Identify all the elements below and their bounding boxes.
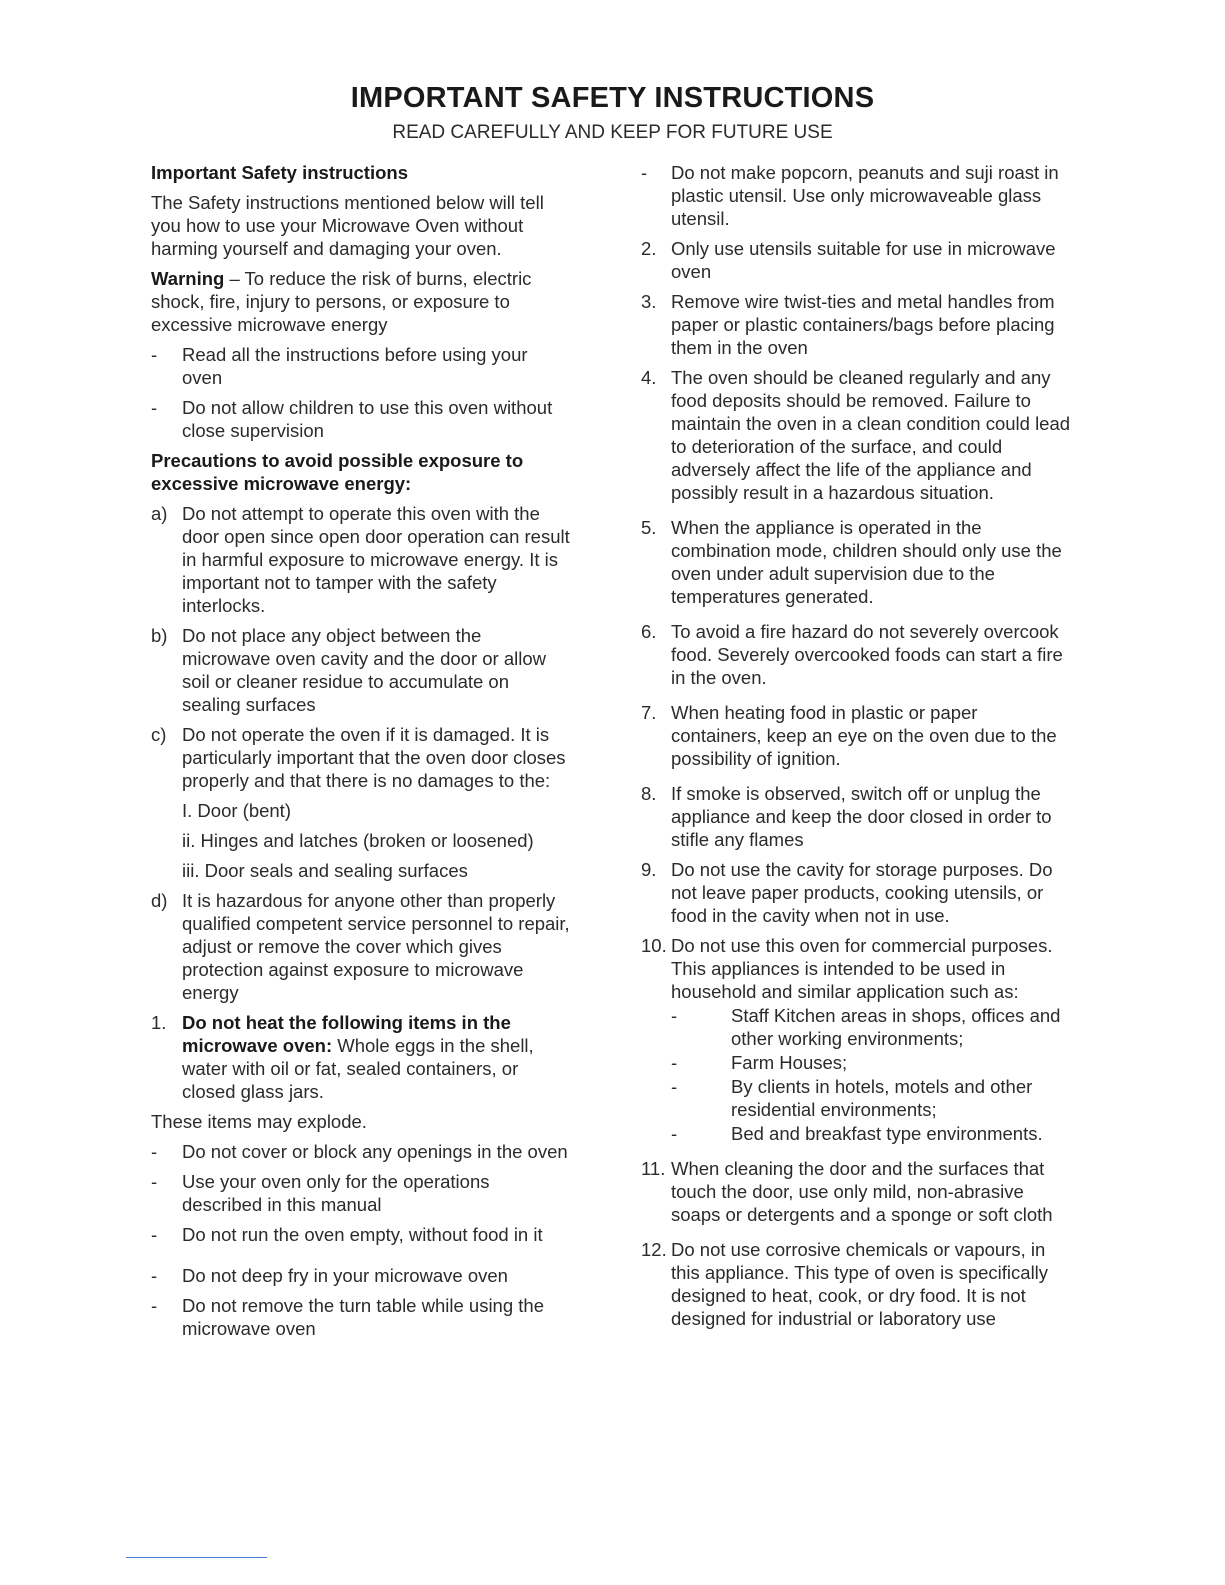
list-item: - Do not make popcorn, peanuts and suji roast in plastic utensil. Use only microwaveable glass utensil. xyxy=(641,162,1059,229)
list-marker: 3. xyxy=(641,291,657,312)
list-item: - Do not deep fry in your microwave oven xyxy=(151,1265,508,1286)
section-heading: Important Safety instructions xyxy=(151,162,408,183)
list-item: 8. If smoke is observed, switch off or unplug the appliance and keep the door closed in order to stifle any flames xyxy=(641,783,1052,850)
sub-list-item: ii. Hinges and latches (broken or loosened) xyxy=(182,830,534,851)
list-marker: 8. xyxy=(641,783,657,804)
list-item: 3. Remove wire twist-ties and metal handles from paper or plastic containers/bags before placing them in the oven xyxy=(641,291,1055,358)
list-marker: 7. xyxy=(641,702,657,723)
page-subtitle: READ CAREFULLY AND KEEP FOR FUTURE USE xyxy=(392,122,833,143)
dash-marker: - xyxy=(671,1005,678,1026)
list-item: b) Do not place any object between the microwave oven cavity and the door or allow soil or cleaner residue to accumulate on sealing surfaces xyxy=(151,625,547,715)
sub-list-item: - Bed and breakfast type environments. xyxy=(671,1123,1043,1144)
list-item: - Do not run the oven empty, without food in it xyxy=(151,1224,543,1245)
list-marker: 1. xyxy=(151,1012,167,1033)
list-item: - Do not cover or block any openings in the oven xyxy=(151,1141,568,1162)
list-item: c) Do not operate the oven if it is damaged. It is particularly important that the oven door closes properly and that there is no damages to the: xyxy=(151,724,566,791)
list-marker: 6. xyxy=(641,621,657,642)
warning-paragraph xyxy=(151,267,571,336)
warning-label: Warning xyxy=(151,268,225,289)
list-item: - Do not remove the turn table while using the microwave oven xyxy=(151,1295,544,1339)
list-item: 6. To avoid a fire hazard do not severely overcook food. Severely overcooked foods can start a fire in the oven. xyxy=(641,621,1063,688)
dash-marker: - xyxy=(671,1123,678,1144)
sub-list-item: iii. Door seals and sealing surfaces xyxy=(182,860,468,881)
list-marker: b) xyxy=(151,625,168,646)
list-item: 4. The oven should be cleaned regularly and any food deposits should be removed. Failure to maintain the oven in a clean condition could lead to deterioration of the surface, and could adversely affect the life of the appliance and possibly result in a hazardous situation. xyxy=(641,367,1071,503)
list-item: 5. When the appliance is operated in the combination mode, children should only use the oven under adult supervision due to the temperatures generated. xyxy=(641,517,1062,607)
sub-list-item: - Farm Houses; xyxy=(671,1052,848,1073)
list-marker: a) xyxy=(151,503,168,524)
dash-marker: - xyxy=(671,1076,678,1097)
list-item: 9. Do not use the cavity for storage purposes. Do not leave paper products, cooking utensils, or food in the cavity when not in use. xyxy=(641,859,1053,926)
list-marker: 5. xyxy=(641,517,657,538)
dash-marker: - xyxy=(641,162,648,183)
list-item: 1. Do not heat the following items in the microwave oven: Whole eggs in the shell, water with oil or fat, sealed containers, or closed glass jars. xyxy=(151,1012,534,1102)
list-marker: 2. xyxy=(641,238,657,259)
right-column xyxy=(641,161,1071,1337)
dash-marker: - xyxy=(151,344,158,365)
footer-rule xyxy=(126,1557,267,1558)
list-marker: 10. xyxy=(641,935,667,956)
section-heading: Precautions to avoid possible exposure to excessive microwave energy: xyxy=(151,450,524,494)
list-item: 7. When heating food in plastic or paper containers, keep an eye on the oven due to the possibility of ignition. xyxy=(641,702,1057,769)
list-item: 11. When cleaning the door and the surfaces that touch the door, use only mild, non-abrasive soaps or detergents and a sponge or soft cloth xyxy=(641,1158,1053,1225)
list-item: - Read all the instructions before using your oven xyxy=(151,344,528,388)
left-column xyxy=(151,161,571,1347)
list-marker: 11. xyxy=(641,1158,666,1179)
list-item: 10. Do not use this oven for commercial purposes. This appliances is intended to be used in household and similar application such as: xyxy=(641,935,1053,1002)
list-item: a) Do not attempt to operate this oven with the door open since open door operation can result in harmful exposure to microwave energy. It is important not to tamper with the safety interlocks. xyxy=(151,503,570,616)
dash-marker: - xyxy=(151,1265,158,1286)
warning-text: – To reduce the risk of burns, electric shock, fire, injury to persons, or exposure to excessive microwave energy xyxy=(151,268,532,335)
dash-marker: - xyxy=(151,397,158,418)
list-marker: 12. xyxy=(641,1239,667,1260)
list-marker: 9. xyxy=(641,859,657,880)
dash-marker: - xyxy=(671,1052,678,1073)
dash-marker: - xyxy=(151,1224,158,1245)
list-item: 2. Only use utensils suitable for use in microwave oven xyxy=(641,238,1056,282)
dash-marker: - xyxy=(151,1141,158,1162)
list-item: - Use your oven only for the operations described in this manual xyxy=(151,1171,490,1215)
list-marker: c) xyxy=(151,724,167,745)
sub-list-item: I. Door (bent) xyxy=(182,800,291,821)
page-title: IMPORTANT SAFETY INSTRUCTIONS xyxy=(350,82,875,114)
list-item: - Do not allow children to use this oven without close supervision xyxy=(151,397,553,441)
dash-marker: - xyxy=(151,1171,158,1192)
dash-marker: - xyxy=(151,1295,158,1316)
sub-list-item: - By clients in hotels, motels and other residential environments; xyxy=(671,1076,1033,1120)
sub-list-item: - Staff Kitchen areas in shops, offices and other working environments; xyxy=(671,1005,1061,1049)
list-marker: d) xyxy=(151,890,168,911)
list-item: 12. Do not use corrosive chemicals or vapours, in this appliance. This type of oven is specifically designed to heat, cook, or dry food. It is not designed for industrial or laboratory use xyxy=(641,1239,1049,1329)
list-marker: 4. xyxy=(641,367,657,388)
intro-paragraph: The Safety instructions mentioned below will tell you how to use your Microwave Oven without harming yourself and damaging your oven. xyxy=(151,192,544,259)
explode-note: These items may explode. xyxy=(151,1111,367,1132)
list-item: d) It is hazardous for anyone other than properly qualified competent service personnel to repair, adjust or remove the cover which gives protection against exposure to microwave energy xyxy=(151,890,570,1003)
sub-list xyxy=(641,1004,1071,1145)
